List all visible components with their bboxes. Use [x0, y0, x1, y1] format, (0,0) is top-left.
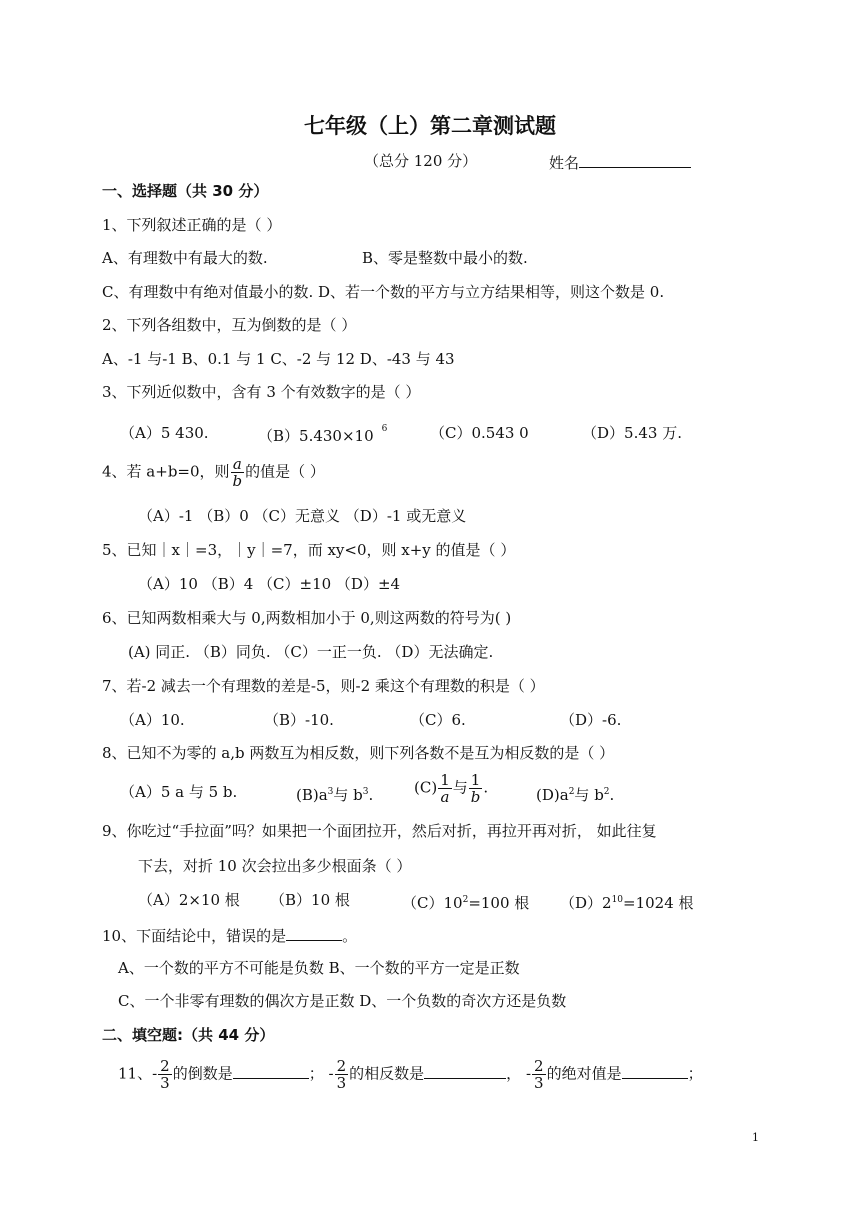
- q9-line2: 下去，对折 10 次会拉出多少根面条（ ）: [138, 857, 412, 875]
- q6-stem: 6、已知两数相乘大与 0,两数相加小于 0,则这两数的符号为( ): [102, 609, 512, 627]
- q3-option-a: （A）5 430.: [120, 424, 209, 442]
- total-score: （总分 120 分）: [364, 152, 478, 170]
- q11-blank-2: [424, 1062, 506, 1079]
- q11-fraction-3: $\frac{2}{3}$: [534, 1057, 544, 1092]
- q8-fraction-1: $\frac{1}{a}$: [440, 771, 450, 806]
- q8-stem: 8、已知不为零的 a,b 两数互为相反数，则下列各数不是互为相反数的是（ ）: [102, 744, 615, 762]
- q8-option-d: $(D)a^2$与 $b^2$.: [536, 786, 615, 804]
- q10-options-cd: C、一个非零有理数的偶次方是正数 D、一个负数的奇次方还是负数: [118, 992, 567, 1010]
- name-blank: [579, 151, 691, 168]
- q9-option-c: $(C)10^2=100$ 根: [402, 894, 530, 912]
- q9-option-d: $(D)2^{10}=1024$ 根: [560, 894, 694, 912]
- q6-options: (A) 同正. （B）同负. （C）一正一负. （D）无法确定.: [128, 643, 494, 661]
- q3-option-b: （B）5.430×10 $^6$: [258, 424, 388, 445]
- q8-option-b: $(B)a^3$与 $b^3$.: [296, 786, 374, 804]
- q7-option-b: （B）-10.: [264, 711, 334, 729]
- q4-fraction: $\frac{a}{b}$: [232, 455, 243, 490]
- q5-stem: 5、已知｜x｜=3，｜y｜=7，而 xy<0，则 x+y 的值是（ ）: [102, 541, 516, 559]
- section-choice-heading: 一、选择题（共 30 分）: [102, 182, 269, 200]
- q11-fraction-1: $\frac{2}{3}$: [160, 1057, 170, 1092]
- q9-option-b: （B）10 根: [270, 891, 350, 909]
- q8-fraction-2: $\frac{1}{b}$: [470, 771, 481, 806]
- q10-blank: [286, 924, 342, 941]
- page-number: 1: [752, 1131, 759, 1144]
- q1-stem: 1、下列叙述正确的是（ ）: [102, 216, 282, 234]
- q1-option-b: B、零是整数中最小的数.: [362, 249, 528, 267]
- q1-options-cd: C、有理数中有绝对值最小的数. D、若一个数的平方与立方结果相等，则这个数是 0.: [102, 283, 665, 301]
- q2-options: A、-1 与-1 B、0.1 与 1 C、-2 与 12 D、-43 与 43: [102, 350, 455, 368]
- q9-line1: 9、你吃过“手拉面”吗？如果把一个面团拉开，然后对折，再拉开再对折， 如此往复: [102, 822, 657, 840]
- q7-option-a: （A）10.: [120, 711, 185, 729]
- q9-option-a: （A）2×10 根: [138, 891, 240, 909]
- q4-options: （A）-1 （B）0 （C）无意义 （D）-1 或无意义: [138, 507, 467, 525]
- name-field: [549, 151, 691, 173]
- q8-option-a: （A）5 a 与 5 b.: [120, 783, 238, 801]
- q1-option-a: A、有理数中有最大的数.: [102, 249, 268, 267]
- q11-line: 11、- $\frac{2}{3}$ 的倒数是 ； - $\frac{2}{3}$ 的相反数是 ， - $\frac{2}{3}$ 的绝对值是 ；: [118, 1057, 703, 1092]
- name-label: 姓名: [549, 154, 580, 172]
- section-fill-heading: 二、填空题:（共 44 分）: [102, 1026, 275, 1044]
- q3-stem: 3、下列近似数中，含有 3 个有效数字的是（ ）: [102, 383, 421, 401]
- q7-stem: 7、若-2 减去一个有理数的差是-5，则-2 乘这个有理数的积是（ ）: [102, 677, 545, 695]
- q3-option-d: （D）5.43 万.: [582, 424, 682, 442]
- q10-stem: 10、下面结论中，错误的是 。: [102, 924, 357, 946]
- q7-option-d: （D）-6.: [560, 711, 622, 729]
- q3-option-c: （C）0.543 0: [430, 424, 529, 442]
- q11-blank-1: [233, 1062, 309, 1079]
- q5-options: （A）10 （B）4 （C）±10 （D）±4: [138, 575, 401, 593]
- q11-blank-3: [622, 1062, 688, 1079]
- page-title: 七年级（上）第二章测试题: [304, 114, 556, 138]
- q4-stem: 4、若 a+b=0，则 $\frac{a}{b}$ 的值是（ ）: [102, 455, 325, 490]
- q7-option-c: （C）6.: [410, 711, 466, 729]
- q8-option-c: (C) $\frac{1}{a}$ 与 $\frac{1}{b}$ .: [414, 771, 489, 806]
- q2-stem: 2、下列各组数中，互为倒数的是（ ）: [102, 316, 357, 334]
- q10-options-ab: A、一个数的平方不可能是负数 B、一个数的平方一定是正数: [118, 959, 520, 977]
- q11-fraction-2: $\frac{2}{3}$: [336, 1057, 347, 1092]
